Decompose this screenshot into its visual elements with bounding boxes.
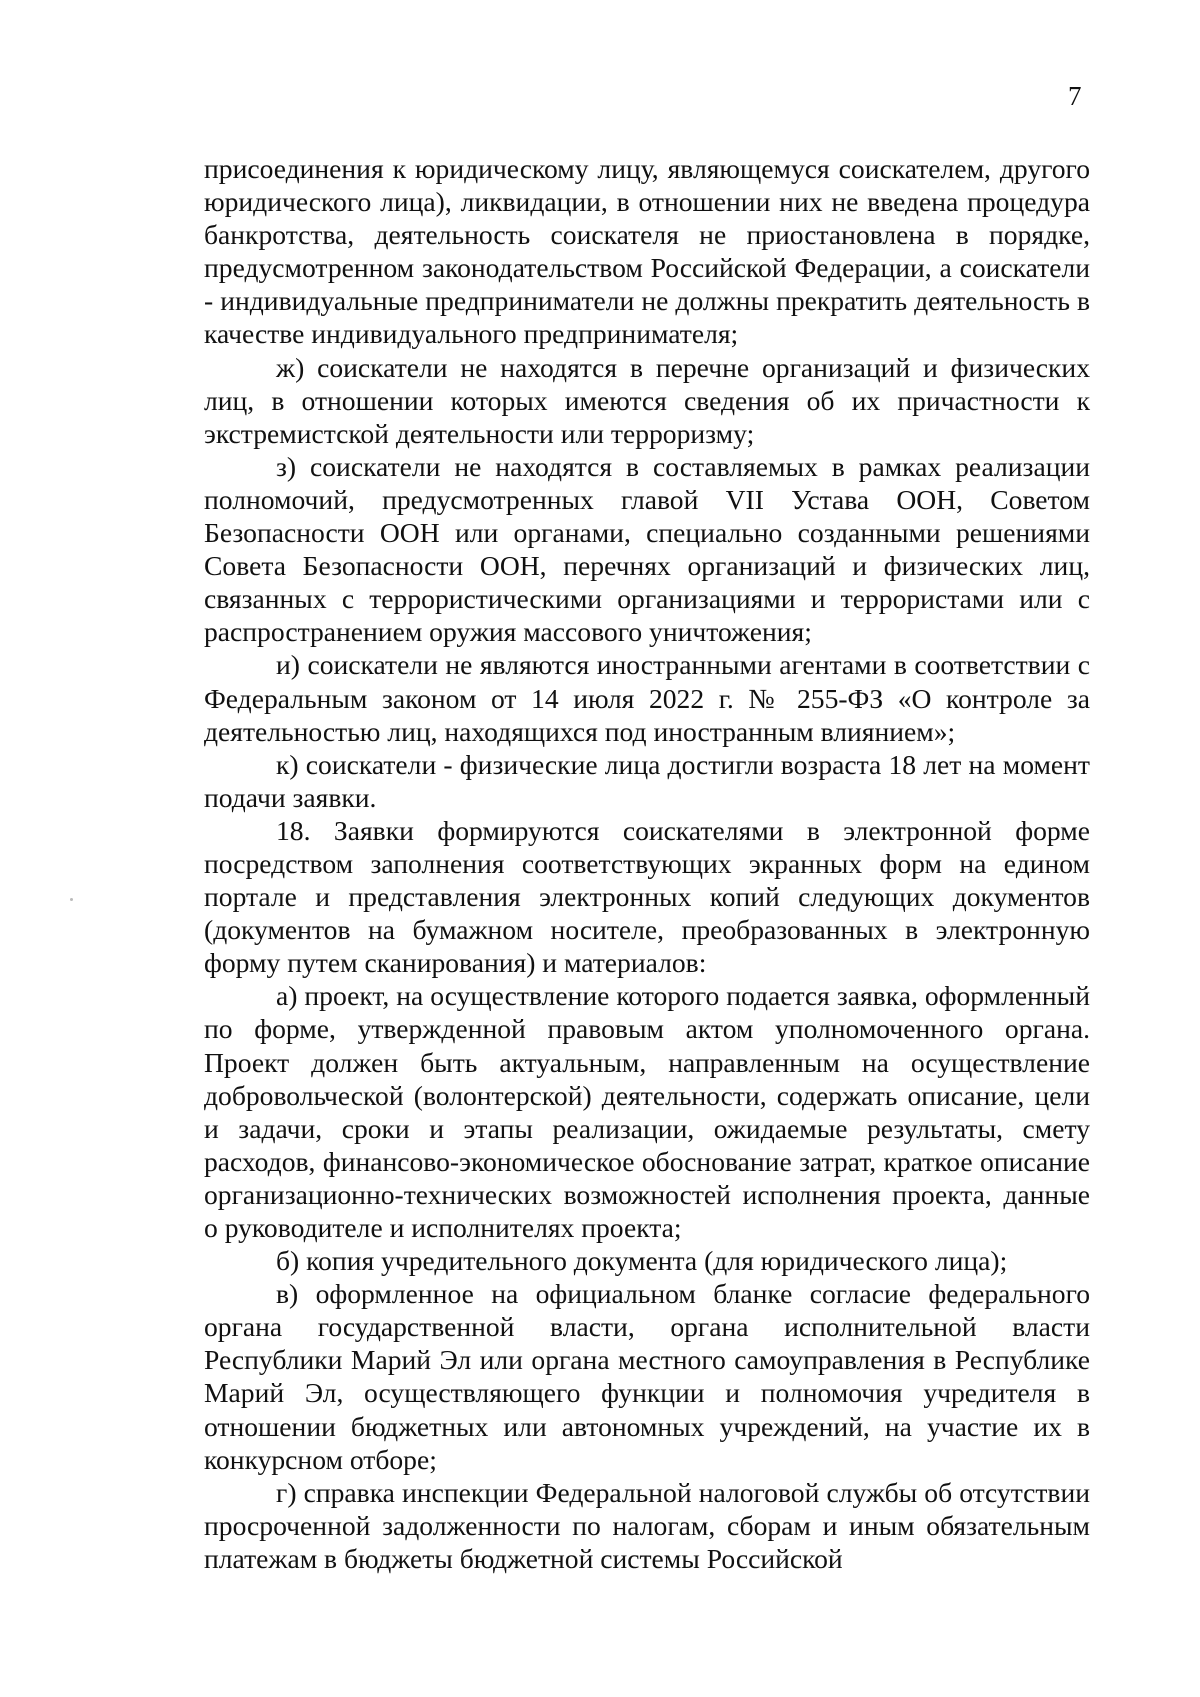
paragraph-item-i: и) соискатели не являются иностранными агентами в соответствии с Федеральным законом от 14 июля 2022 г. № 255-ФЗ «О контроле за деятельностью лиц, находящихся под иностранным влиянием»; [204,649,1090,747]
scan-speck [70,898,73,901]
paragraph-item-k: к) соискатели - физические лица достигли возраста 18 лет на момент подачи заявки. [204,748,1090,813]
paragraph-clause-18: 18. Заявки формируются соискателями в электронной форме посредством заполнения соответствующих экранных форм на едином портале и представления электронных копий следующих документов (документов на бумажном носителе, преобразованных в электронную форму путем сканирования) и материалов: [204,814,1090,979]
paragraph-continuation: присоединения к юридическому лицу, являющемуся соискателем, другого юридического лица), ликвидации, в отношении них не введена процедура банкротства, деятельность соискателя не приостановлена в порядке, предусмотренном законодательством Российской Федерации, а соискатели - индивидуальные предприниматели не должны прекратить деятельность в качестве индивидуального предпринимателя; [204,153,1090,350]
document-body [204,152,1090,1575]
page-number: 7 [1068,81,1082,111]
paragraph-item-g: г) справка инспекции Федеральной налоговой службы об отсутствии просроченной задолженности по налогам, сборам и иным обязательным платежам в бюджеты бюджетной системы Российской [204,1476,1090,1574]
paragraph-item-b: б) копия учредительного документа (для юридического лица); [276,1245,1008,1277]
paragraph-item-a: а) проект, на осуществление которого подается заявка, оформленный по форме, утвержденной правовым актом уполномоченного органа. Проект должен быть актуальным, направленным на осуществление добровольческой (волонтерской) деятельности, содержать описание, цели и задачи, сроки и этапы реализации, ожидаемые результаты, смету расходов, финансово-экономическое обоснование затрат, краткое описание организационно-технических возможностей исполнения проекта, данные о руководителе и исполнителях проекта; [204,980,1090,1243]
paragraph-item-zh: ж) соискатели не находятся в перечне организаций и физических лиц, в отношении которых имеются сведения об их причастности к экстремистской деятельности или терроризму; [204,351,1090,449]
paragraph-item-v: в) оформленное на официальном бланке согласие федерального органа государственной власти, органа исполнительной власти Республики Марий Эл или органа местного самоуправления в Республике Марий Эл, осуществляющего функции и полномочия учредителя в отношении бюджетных или автономных учреждений, на участие их в конкурсном отборе; [204,1278,1090,1475]
paragraph-item-z: з) соискатели не находятся в составляемых в рамках реализации полномочий, предусмотренных главой VII Устава ООН, Советом Безопасности ООН или органами, специально созданными решениями Совета Безопасности ООН, перечнях организаций и физических лиц, связанных с террористическими организациями и террористами или с распространением оружия массового уничтожения; [204,450,1090,648]
